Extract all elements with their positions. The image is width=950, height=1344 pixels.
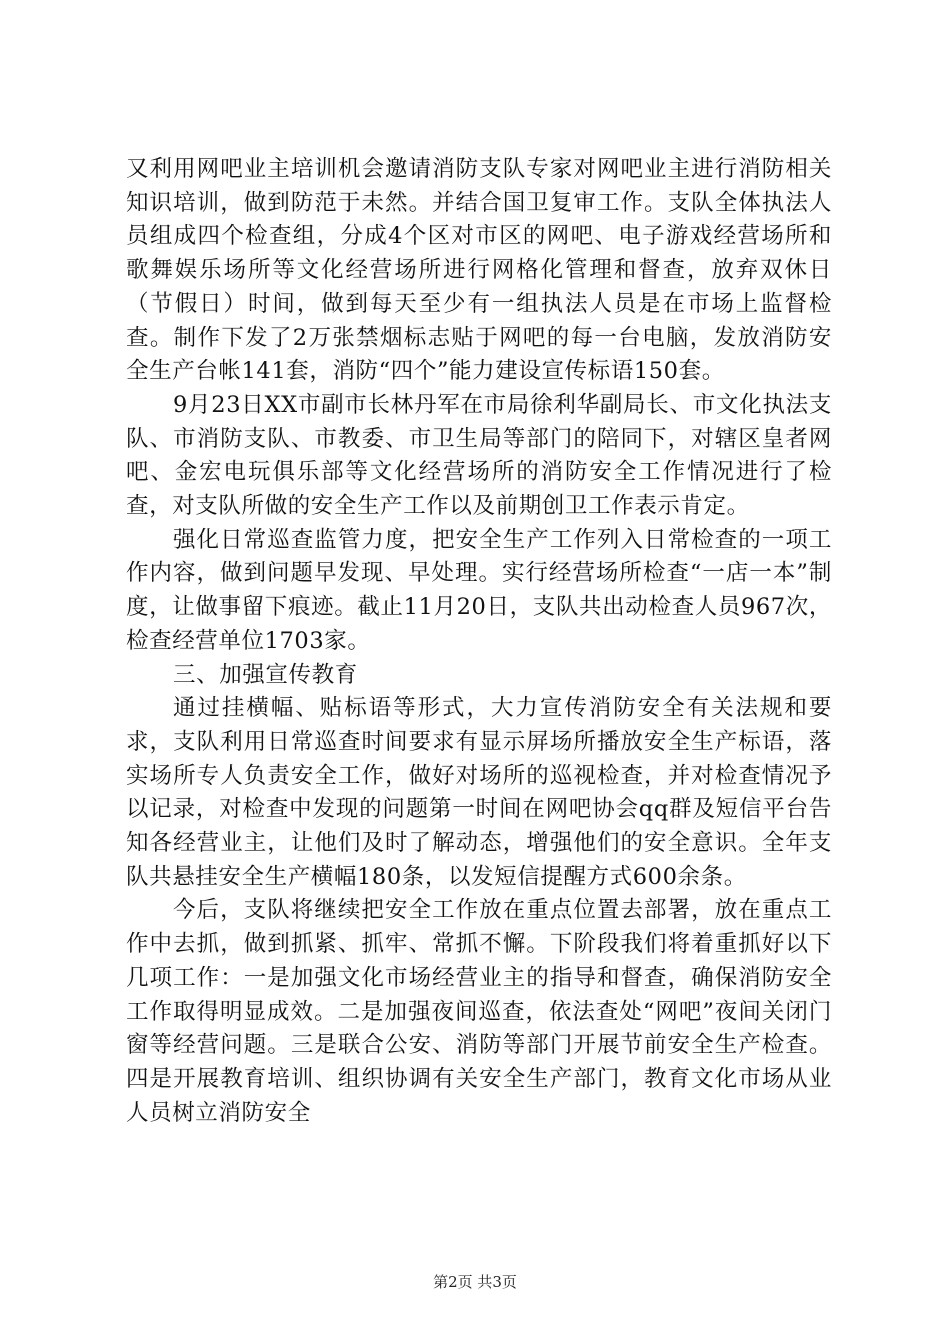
section-heading-publicity: 三、加强宣传教育 <box>173 661 358 688</box>
page-number-footer: 第2页 共3页 <box>433 1273 517 1291</box>
paragraph-continuation: 又利用网吧业主培训机会邀请消防支队专家对网吧业主进行消防相关知识培训，做到防范于未然。并结合国卫复审工作。支队全体执法人员组成四个检查组，分成4个区对市区的网吧、电子游戏经营场所和歌舞娱乐场所等文化经营场所进行网格化管理和督查，放弃双休日（节假日）时间，做到每天至少有一组执法人员是在市场上监督检查。制作下发了2万张禁烟标志贴于网吧的每一台电脑，发放消防安全生产台帐141套，消防“四个”能力建设宣传标语150套。 <box>126 156 832 385</box>
paragraph-future-work: 今后，支队将继续把安全工作放在重点位置去部署，放在重点工作中去抓，做到抓紧、抓牢、常抓不懈。下阶段我们将着重抓好以下几项工作：一是加强文化市场经营业主的指导和督查，确保消防安全工作取得明显成效。二是加强夜间巡查，依法查处“网吧”夜间关闭门窗等经营问题。三是联合公安、消防等部门开展节前安全生产检查。四是开展教育培训、组织协调有关安全生产部门，教育文化市场从业人员树立消防安全 <box>126 897 832 1126</box>
paragraph-daily-patrol: 强化日常巡查监管力度，把安全生产工作列入日常检查的一项工作内容，做到问题早发现、早处理。实行经营场所检查“一店一本”制度，让做事留下痕迹。截止11月20日，支队共出动检查人员967次，检查经营单位1703家。 <box>126 526 832 654</box>
paragraph-publicity: 通过挂横幅、贴标语等形式，大力宣传消防安全有关法规和要求，支队利用日常巡查时间要求有显示屏场所播放安全生产标语，落实场所专人负责安全工作，做好对场所的巡视检查，并对检查情况予以记录，对检查中发现的问题第一时间在网吧协会qq群及短信平台告知各经营业主，让他们及时了解动态，增强他们的安全意识。全年支队共悬挂安全生产横幅180条，以发短信提醒方式600余条。 <box>126 695 832 890</box>
document-body <box>126 153 832 1130</box>
paragraph-inspection-visit: 9月23日XX市副市长林丹军在市局徐利华副局长、市文化执法支队、市消防支队、市教委、市卫生局等部门的陪同下，对辖区皇者网吧、金宏电玩俱乐部等文化经营场所的消防安全工作情况进行了检查，对支队所做的安全生产工作以及前期创卫工作表示肯定。 <box>126 391 832 520</box>
